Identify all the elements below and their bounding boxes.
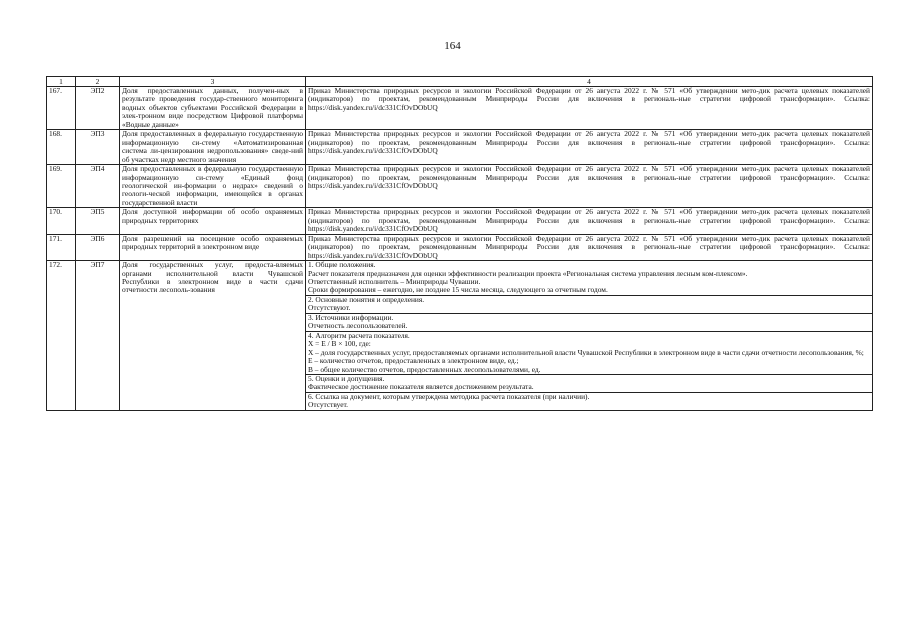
row-number: 171. — [47, 234, 76, 260]
section-definitions — [306, 296, 872, 314]
section-title: 2. Основные понятия и определения. — [308, 294, 425, 304]
indicator-name: Доля доступной информации об особо охраняемых природных территориях — [120, 208, 306, 234]
section-title: 6. Ссылка на документ, которым утверждена методика расчета показателя (при наличии). — [308, 391, 590, 401]
indicator-name: Доля предоставленных в федеральную государственную информационную си-стему «Единый фонд геологической ин-формации о недрах» сведений о геологи-ческой информации, имеющейся в органах государственной власти — [120, 165, 306, 208]
section-line: Расчет показателя предназначен для оценки эффективности реализации проекта «Региональная система управления лесным ком-плексом». — [308, 268, 748, 278]
section-sources — [306, 314, 872, 332]
row-number: 167. — [47, 87, 76, 130]
table-row — [47, 130, 873, 165]
header-cell: 4 — [306, 77, 873, 87]
indicator-code: ЭП7 — [76, 261, 120, 411]
section-line: E – количество отчетов, предоставленных в электронном виде, ед.; — [308, 356, 519, 366]
page-number: 164 — [444, 40, 461, 52]
methodology-source: Приказ Министерства природных ресурсов и экологии Российской Федерации от 26 августа 2022 г. № 571 «Об утверждении мето-дик расчета целевых показателей (индикаторов) по проектам, рекомендованным Минприроды России для включения в региональ-ные стратегии цифровой трансформации». Ссылка: https://disk.yandex.ru/i/dc331CfOvDObUQ — [306, 87, 873, 130]
table-row — [47, 165, 873, 208]
methodology-source: Приказ Министерства природных ресурсов и экологии Российской Федерации от 26 августа 2022 г. № 571 «Об утверждении мето-дик расчета целевых показателей (индикаторов) по проектам, рекомендованным Минприроды России для включения в региональ-ные стратегии цифровой трансформации». Ссылка: https://disk.yandex.ru/i/dc331CfOvDObUQ — [306, 130, 873, 165]
indicator-code: ЭП2 — [76, 87, 120, 130]
indicator-name: Доля предоставленных в федеральную государственную информационную си-стему «Автоматизированная система ли-цензирования недропользования» сведе-ний об участках недр местного значения — [120, 130, 306, 165]
section-title: 5. Оценки и допущения. — [308, 373, 385, 383]
row-number: 172. — [47, 261, 76, 411]
table-row — [47, 234, 873, 260]
methodology-source: Приказ Министерства природных ресурсов и экологии Российской Федерации от 26 августа 2022 г. № 571 «Об утверждении мето-дик расчета целевых показателей (индикаторов) по проектам, рекомендованным Минприроды России для включения в региональ-ные стратегии цифровой трансформации». Ссылка: https://disk.yandex.ru/i/dc331CfOvDObUQ — [306, 208, 873, 234]
row-number: 168. — [47, 130, 76, 165]
indicator-code: ЭП5 — [76, 208, 120, 234]
methodology-source: Приказ Министерства природных ресурсов и экологии Российской Федерации от 26 августа 2022 г. № 571 «Об утверждении мето-дик расчета целевых показателей (индикаторов) по проектам, рекомендованным Минприроды России для включения в региональ-ные стратегии цифровой трансформации». Ссылка: https://disk.yandex.ru/i/dc331CfOvDObUQ — [306, 165, 873, 208]
section-line: Отсутствуют. — [308, 303, 351, 313]
table-header-row — [47, 77, 873, 87]
table-row — [47, 261, 873, 411]
section-line: Отчетность лесопользователей. — [308, 321, 408, 331]
methodology-source: Приказ Министерства природных ресурсов и экологии Российской Федерации от 26 августа 2022 г. № 571 «Об утверждении мето-дик расчета целевых показателей (индикаторов) по проектам, рекомендованным Минприроды России для включения в региональ-ные стратегии цифровой трансформации». Ссылка: https://disk.yandex.ru/i/dc331CfOvDObUQ — [306, 234, 873, 260]
table-row — [47, 87, 873, 130]
indicator-name: Доля предоставленных данных, получен-ных в результате проведения государ-ственного мониторинга водных объектов субъектами Российской Федерации в элек-тронном виде посредством Цифровой платформы «Водные данные» — [120, 87, 306, 130]
section-line: Ответственный исполнитель – Минприроды Чувашии. — [308, 276, 481, 286]
header-cell: 3 — [120, 77, 306, 87]
section-line: Отсутствует. — [308, 400, 349, 410]
section-line: X = E / B × 100, где: — [308, 339, 371, 349]
section-title: 3. Источники информации. — [308, 312, 394, 322]
section-general — [306, 261, 872, 296]
header-cell: 2 — [76, 77, 120, 87]
section-assumptions — [306, 375, 872, 393]
indicator-name: Доля разрешений на посещение особо охраняемых природных территорий в электронном виде — [120, 234, 306, 260]
indicator-code: ЭП6 — [76, 234, 120, 260]
row-number: 169. — [47, 165, 76, 208]
section-line: Фактическое достижение показателя является достижением результата. — [308, 382, 534, 392]
methodology-sections — [306, 261, 873, 411]
indicator-code: ЭП3 — [76, 130, 120, 165]
table-row — [47, 208, 873, 234]
section-reference — [306, 393, 872, 410]
section-title: 1. Общие положения. — [308, 260, 376, 270]
indicator-name: Доля государственных услуг, предоста-вляемых органами исполнительной власти Чувашской Республики в электронном виде в части сдачи отчетности лесополь-зования — [120, 261, 306, 411]
section-title: 4. Алгоритм расчета показателя. — [308, 330, 410, 340]
section-line: X – доля государственных услуг, предоставляемых органами исполнительной власти Чувашской Республики в электронном виде в части сдачи отчетности лесопользования, %; — [308, 347, 864, 357]
indicators-table — [46, 76, 873, 411]
header-cell: 1 — [47, 77, 76, 87]
section-line: B – общее количество отчетов, предоставленных лесопользователями, ед. — [308, 364, 541, 374]
section-line: Сроки формирования – ежегодно, не позднее 15 числа месяца, следующего за отчетным годом. — [308, 285, 608, 295]
indicator-code: ЭП4 — [76, 165, 120, 208]
section-algorithm — [306, 332, 872, 375]
row-number: 170. — [47, 208, 76, 234]
